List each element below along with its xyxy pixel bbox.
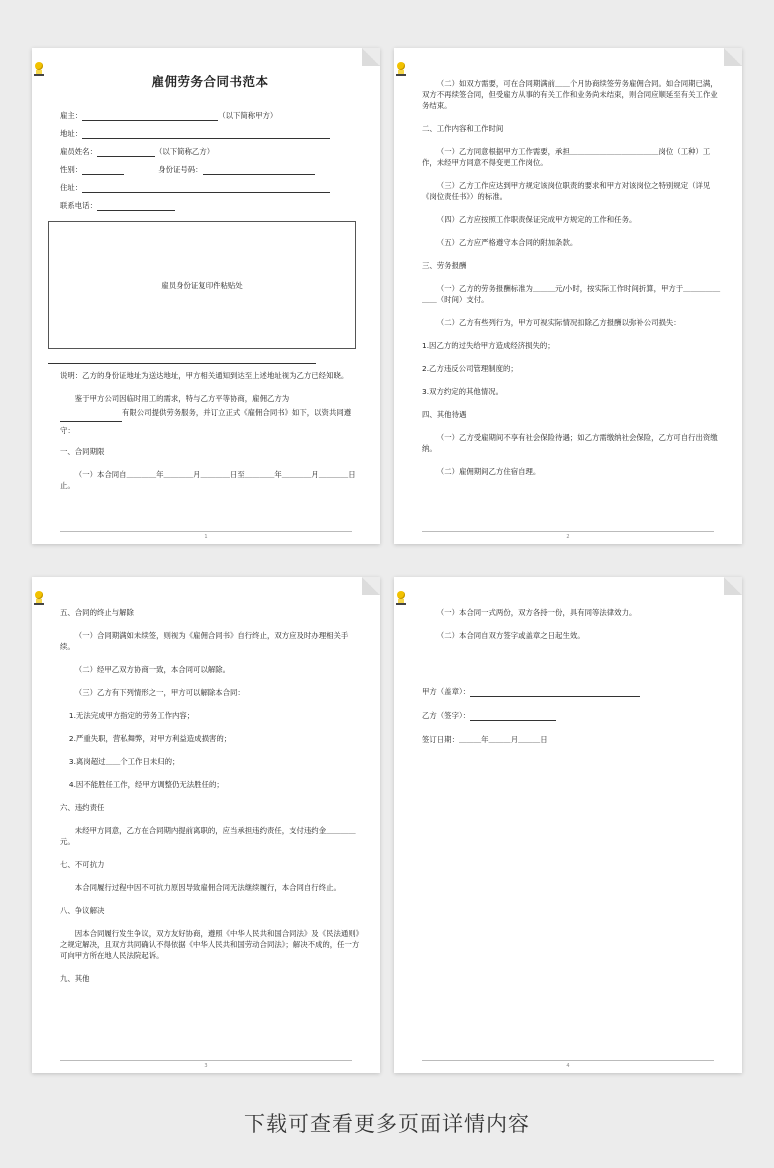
party-a-row <box>422 673 722 697</box>
section-5-item-4: 4.因不能胜任工作，经甲方调整仍无法胜任的； <box>68 780 224 789</box>
page-curl <box>362 48 380 66</box>
residence-blank <box>82 183 330 193</box>
section-8-heading: 八、争议解决 <box>60 906 105 915</box>
party-b-blank <box>470 711 556 721</box>
document-page-1 <box>32 48 380 544</box>
section-5-clause-2: （二）经甲乙双方协商一致，本合同可以解除。 <box>74 665 231 674</box>
page-curl <box>362 577 380 595</box>
page-number: 1 <box>204 534 208 540</box>
page-curl <box>724 48 742 66</box>
section-5-item-1: 1.无法完成甲方指定的劳务工作内容； <box>68 711 195 720</box>
section-3-item-1: 1.因乙方的过失给甲方造成经济损失的； <box>422 341 555 350</box>
party-b-row <box>422 697 722 721</box>
id-copy-paste-label: 雇员身份证复印件粘贴处 <box>161 280 243 290</box>
address-blank <box>82 129 330 139</box>
section-2-clause-3: （三）乙方工作应达到甲方规定该岗位职责的要求和甲方对该岗位之特别规定（详见《岗位责任书》）的标准。 <box>422 181 711 201</box>
section-3-item-2: 2.乙方违反公司管理制度的； <box>422 364 518 373</box>
sign-date-row <box>422 721 722 745</box>
section-3-heading: 三、劳务报酬 <box>422 261 467 270</box>
section-5-item-2: 2.严重失职，营私舞弊，对甲方利益造成损害的； <box>68 734 232 743</box>
section-9-clause-1: （一）本合同一式两份，双方各持一份，具有同等法律效力。 <box>436 608 637 617</box>
section-9-heading: 九、其他 <box>60 974 90 983</box>
id-copy-paste-box <box>48 221 356 349</box>
document-page-3 <box>32 577 380 1073</box>
gender-blank <box>82 165 124 175</box>
residence-label: 住址： <box>60 183 83 192</box>
section-5-clause-3: （三）乙方有下列情形之一，甲方可以解除本合同： <box>74 688 245 697</box>
phone-blank <box>97 201 175 211</box>
address-label: 地址： <box>60 129 83 138</box>
page-number: 2 <box>566 534 570 540</box>
pushpin-icon <box>396 591 406 607</box>
id-blank <box>203 165 315 175</box>
page-curl <box>724 577 742 595</box>
phone-label: 联系电话： <box>60 201 97 210</box>
intro-line-2-wrap <box>60 404 360 440</box>
employer-blank <box>82 111 218 121</box>
pushpin-icon <box>34 591 44 607</box>
page-bottom-line <box>422 531 714 532</box>
section-9-clause-2: （二）本合同自双方签字或盖章之日起生效。 <box>436 631 585 640</box>
section-2-clause-5: （五）乙方应严格遵守本合同的附加条款。 <box>436 238 578 247</box>
party-b-label: 乙方（签字）： <box>422 711 471 720</box>
section-7-text: 本合同履行过程中因不可抗力原因导致雇佣合同无法继续履行，本合同自行终止。 <box>74 883 341 892</box>
section-7-heading: 七、不可抗力 <box>60 860 105 869</box>
employer-label: 雇主： <box>60 111 83 120</box>
section-1-clause-1: （一）本合同自＿＿＿＿年＿＿＿＿月＿＿＿＿日至＿＿＿＿年＿＿＿＿月＿＿＿＿日止。 <box>60 470 356 490</box>
document-page-4 <box>394 577 742 1073</box>
party-a-label: 甲方（盖章）： <box>422 687 471 696</box>
section-3-clause-2: （二）乙方有些列行为，甲方可视实际情况扣除乙方报酬以弥补公司损失： <box>436 318 681 327</box>
gender-label: 性别： <box>60 165 83 174</box>
page-bottom-line <box>60 1060 352 1061</box>
page-bottom-line <box>422 1060 714 1061</box>
intro-line-2: 有限公司提供劳务服务，并订立正式《雇佣合同书》如下，以资共同遵守： <box>60 408 352 435</box>
section-2-heading: 二、工作内容和工作时间 <box>422 124 504 133</box>
address-row <box>60 121 360 139</box>
document-title: 雇佣劳务合同书范本 <box>151 74 269 89</box>
employee-note: （以下简称乙方） <box>154 147 215 156</box>
section-2-clause-1: （一）乙方同意根据甲方工作需要，承担＿＿＿＿＿＿＿＿＿＿＿＿岗位（工种）工作，未经甲方同意不得变更工作岗位。 <box>422 147 711 167</box>
employee-name-label: 雇员姓名： <box>60 147 97 156</box>
section-6-text: 未经甲方同意，乙方在合同期内提前离职的，应当承担违约责任，支付违约金＿＿＿＿元。 <box>60 826 356 846</box>
phone-row <box>60 193 360 211</box>
section-3-clause-1: （一）乙方的劳务报酬标准为＿＿＿元/小时，按实际工作时间折算，甲方于＿＿＿＿＿＿＿（时间）支付。 <box>422 284 721 304</box>
section-5-clause-1: （一）合同期满如未续签，则视为《雇佣合同书》自行终止，双方应及时办理相关手续。 <box>60 631 349 651</box>
section-4-clause-2: （二）雇佣期间乙方住宿自理。 <box>436 467 541 476</box>
pushpin-icon <box>34 62 44 78</box>
employer-row <box>60 103 360 121</box>
section-4-clause-1: （一）乙方受雇期间不享有社会保险待遇；如乙方需缴纳社会保险，乙方可自行出资缴纳。 <box>422 433 718 453</box>
section-2-clause-4: （四）乙方应按照工作职责保证完成甲方规定的工作和任务。 <box>436 215 637 224</box>
note-text: 说明：乙方的身份证地址为送达地址，甲方相关通知到达至上述地址视为乙方已经知晓。 <box>60 371 349 380</box>
section-8-text: 因本合同履行发生争议，双方友好协商，遵照《中华人民共和国合同法》及《民法通则》之规定解决，且双方共同确认不得依据《中华人民共和国劳动合同法》；解决不成的，任一方可向甲方所在地人民法院起诉。 <box>60 929 360 960</box>
employee-name-row <box>60 139 360 157</box>
party-a-blank <box>470 687 640 697</box>
section-3-item-3: 3.双方约定的其他情况。 <box>422 387 503 396</box>
section-1-clause-2: （二）如双方需要，可在合同期满前＿＿个月协商续签劳务雇佣合同。如合同期已满，双方不再续签合同，但受雇方从事的有关工作和业务尚未结束，则合同应顺延至有关工作业务结束。 <box>422 79 718 110</box>
page-number: 4 <box>566 1063 570 1069</box>
section-1-heading: 一、合同期限 <box>60 447 105 456</box>
section-5-heading: 五、合同的终止与解除 <box>60 608 134 617</box>
separator-line <box>48 363 316 364</box>
page-number: 3 <box>204 1063 208 1069</box>
company-blank <box>60 412 122 422</box>
download-more-caption[interactable]: 下载可查看更多页面详情内容 <box>244 1112 530 1136</box>
pushpin-icon <box>396 62 406 78</box>
employer-note: （以下简称甲方） <box>218 111 278 120</box>
section-5-item-3: 3.离岗超过＿＿个工作日未归的； <box>68 757 180 766</box>
residence-row <box>60 175 360 193</box>
document-page-2 <box>394 48 742 544</box>
section-6-heading: 六、违约责任 <box>60 803 105 812</box>
id-label: 身份证号码： <box>158 165 203 174</box>
sign-date-label: 签订日期：＿＿＿年＿＿＿月＿＿＿日 <box>422 735 548 744</box>
page-bottom-line <box>60 531 352 532</box>
intro-line-1: 鉴于甲方公司因临时用工的需求，特与乙方平等协商，雇佣乙方为 <box>74 394 290 403</box>
gender-id-row <box>60 157 360 175</box>
section-4-heading: 四、其他待遇 <box>422 410 467 419</box>
employee-name-blank <box>97 147 155 157</box>
